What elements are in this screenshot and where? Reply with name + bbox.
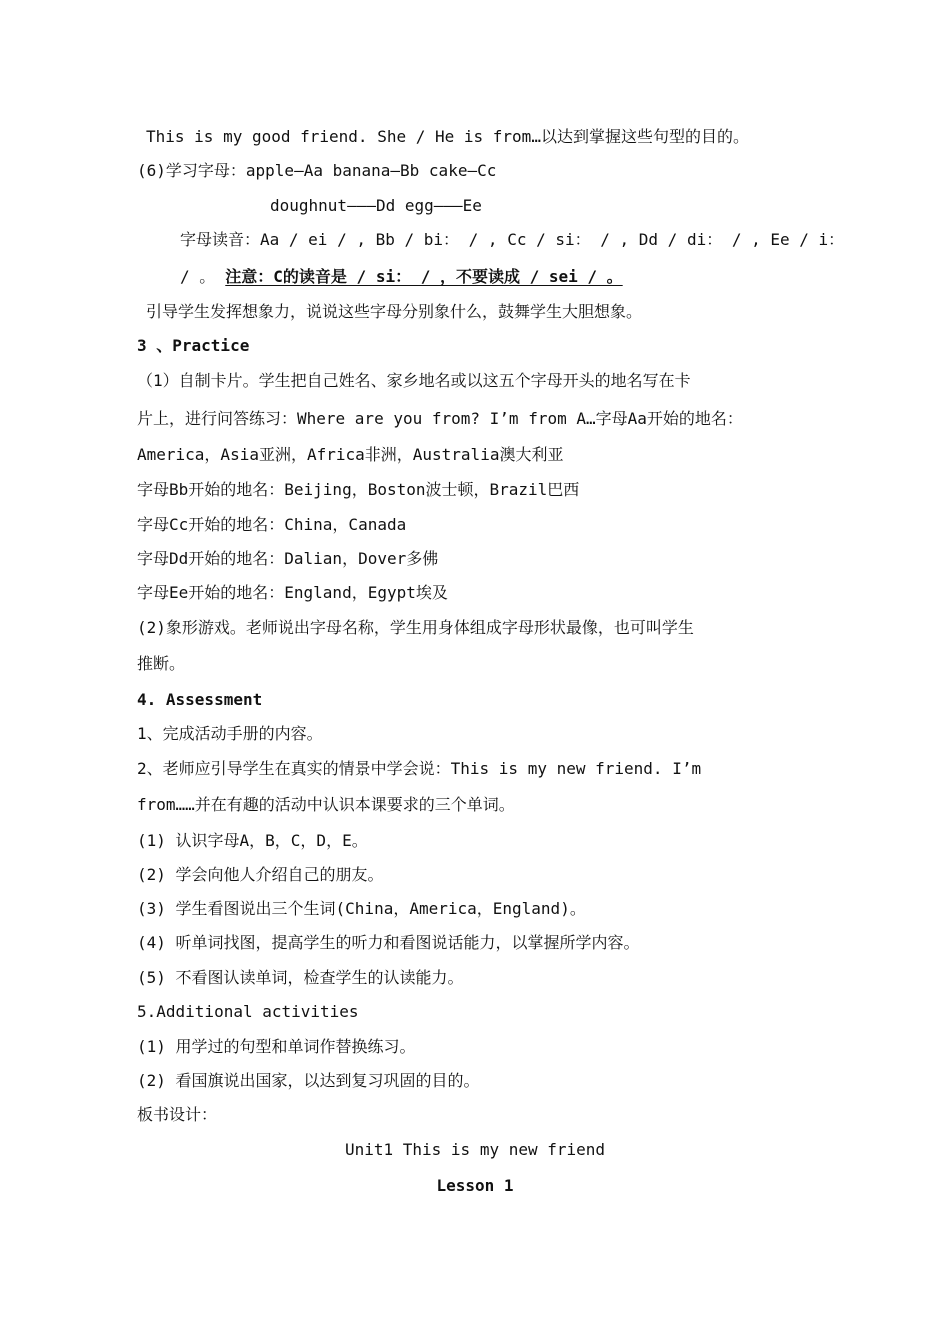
list-item-2: (2) 学会向他人介绍自己的朋友。 (137, 865, 384, 884)
pronunciation-end: / 。 (180, 267, 216, 286)
heading-additional-activities: 5.Additional activities (137, 1002, 359, 1021)
text-line-sentence-pattern: This is my good friend. She / He is from…以达到掌握这些句型的目的。 (146, 127, 749, 146)
text-line-practice-2a: (2)象形游戏。老师说出字母名称，学生用身体组成字母形状最像，也可叫学生 (137, 618, 694, 637)
list-item-3: (3) 学生看图说出三个生词(China，America，England)。 (137, 899, 586, 918)
text-line-places-a: America，Asia亚洲，Africa非洲，Australia澳大利亚 (137, 445, 564, 464)
text-line-board-design: 板书设计： (137, 1105, 218, 1124)
text-line-practice-1a: （1）自制卡片。学生把自己姓名、家乡地名或以这五个字母开头的地名写在卡 (137, 371, 691, 390)
note-c-pronunciation: 注意：C的读音是 / si： / ，不要读成 / sei / 。 (225, 267, 623, 286)
list-item-4: (4) 听单词找图，提高学生的听力和看图说话能力，以掌握所学内容。 (137, 933, 640, 952)
text-line-places-d: 字母Dd开始的地名：Dalian，Dover多佛 (137, 549, 439, 568)
text-line-additional-2: (2) 看国旗说出国家，以达到复习巩固的目的。 (137, 1071, 480, 1090)
text-line-letters-2: doughnut———Dd egg———Ee (270, 196, 482, 215)
board-lesson: Lesson 1 (436, 1176, 514, 1195)
list-item-5: (5) 不看图认读单词，检查学生的认读能力。 (137, 968, 464, 987)
board-title: Unit1 This is my new friend (344, 1140, 606, 1159)
text-line-additional-1: (1) 用学过的句型和单词作替换练习。 (137, 1037, 416, 1056)
text-line-practice-2b: 推断。 (137, 654, 186, 673)
text-line-assessment-2b: from……并在有趣的活动中认识本课要求的三个单词。 (137, 795, 515, 814)
text-line-assessment-2a: 2、老师应引导学生在真实的情景中学会说：This is my new friend. I’m (137, 759, 702, 778)
text-line-assessment-1: 1、完成活动手册的内容。 (137, 724, 323, 743)
text-line-places-c: 字母Cc开始的地名：China，Canada (137, 515, 407, 534)
text-line-letters-1: (6)学习字母：apple—Aa banana—Bb cake—Cc (137, 161, 497, 180)
text-line-places-b: 字母Bb开始的地名：Beijing，Boston波士顿，Brazil巴西 (137, 480, 580, 499)
text-line-places-e: 字母Ee开始的地名：England，Egypt埃及 (137, 583, 448, 602)
list-item-1: (1) 认识字母A，B，C，D，E。 (137, 831, 368, 850)
heading-assessment: 4. Assessment (137, 690, 263, 709)
text-line-pronunciation-end (180, 266, 623, 288)
text-line-imagination: 引导学生发挥想象力，说说这些字母分别象什么，鼓舞学生大胆想象。 (146, 302, 643, 321)
heading-practice: 3 、Practice (137, 336, 250, 355)
text-line-pronunciation: 字母读音：Aa / ei / , Bb / bi： / , Cc / si： / , Dd / di： / , Ee / i： (180, 230, 845, 249)
text-line-practice-1b: 片上，进行问答练习：Where are you from? I’m from A…字母Aa开始的地名： (137, 409, 743, 428)
